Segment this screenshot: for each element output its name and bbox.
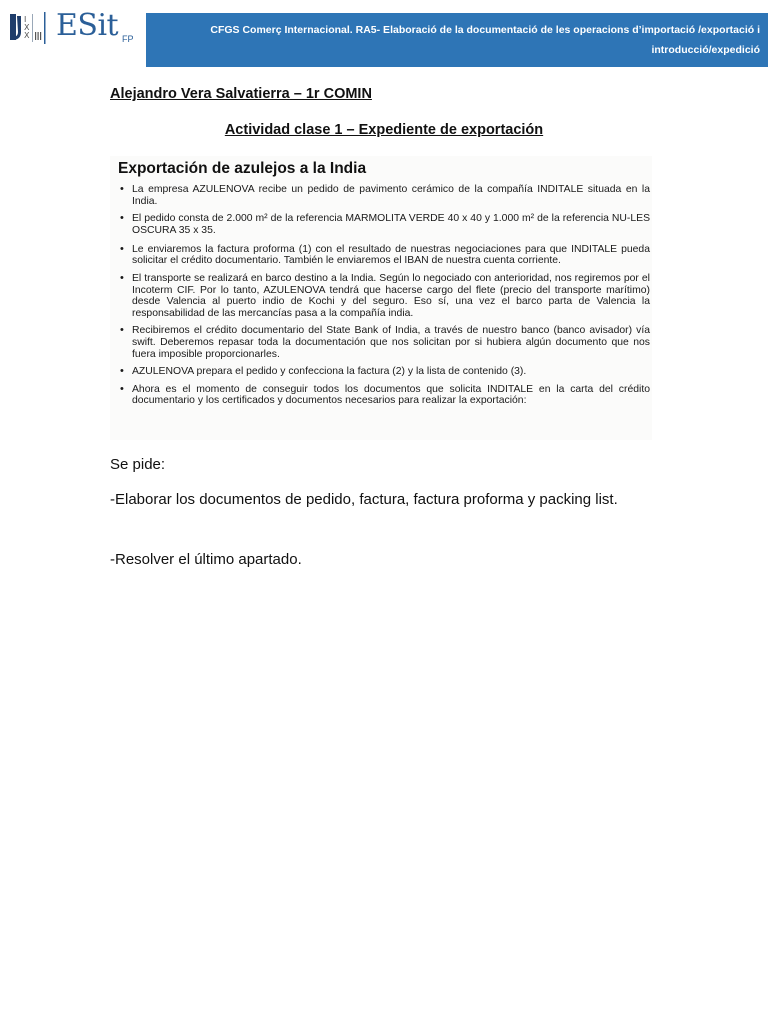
course-banner <box>146 13 768 67</box>
svg-text:X: X <box>24 31 30 40</box>
scan-bullet-list <box>116 184 650 413</box>
list-item: • La empresa AZULENOVA recibe un pedido de pavimento cerámico de la compañía INDITALE situada en la India. <box>132 184 650 208</box>
logo-wordmark: ESit <box>56 8 119 43</box>
banner-line-1: CFGS Comerç Internacional. RA5- Elaboració de la documentació de les operacions d’importació /exportació i <box>210 24 760 36</box>
task-item: -Resolver el último apartado. <box>110 551 302 568</box>
list-item: • El transporte se realizará en barco destino a la India. Según lo negociado con anterioridad, nos regiremos por el Incoterm CIF. Por lo tanto, AZULENOVA tendrá que hacerse cargo del flete (precio del transporte marítimo) desde Valencia al puerto indio de Kochi y del seguro. Eso sí, una vez el barco parta de Valencia la responsabilidad de las mercancías pasa a la compañía india. <box>132 273 650 320</box>
list-item: • El pedido consta de 2.000 m² de la referencia MARMOLITA VERDE 40 x 40 y 1.000 m² de la referencia NU-LES OSCURA 35 x 35. <box>132 213 650 237</box>
author-line: Alejandro Vera Salvatierra – 1r COMIN <box>110 86 372 102</box>
list-item: • Le enviaremos la factura proforma (1) con el resultado de nuestras negociaciones para que INDITALE pueda solicitar el crédito documentario. También le enviaremos el IBAN de nuestra cuenta corriente. <box>132 244 650 268</box>
list-item: • AZULENOVA prepara el pedido y confecciona la factura (2) y la lista de contenido (3). <box>132 366 650 378</box>
task-item: -Elaborar los documentos de pedido, factura, factura proforma y packing list. <box>110 491 618 508</box>
svg-text:X: X <box>24 23 30 32</box>
page-header <box>0 0 768 68</box>
list-item: • Recibiremos el crédito documentario del State Bank of India, a través de nuestro banco (banco avisador) vía swift. Deberemos repasar toda la documentación que nos solicitan por si hubiera algún documento que nos fuera imposible proporcionarles. <box>132 325 650 360</box>
esit-logo <box>10 8 134 46</box>
svg-text:I: I <box>24 15 27 24</box>
scanned-assignment-image <box>110 156 652 440</box>
list-item: • Ahora es el momento de conseguir todos los documentos que solicita INDITALE en la carta del crédito documentario y los certificados y documentos necesarios para realizar la exportación: <box>132 384 650 408</box>
logo-suffix: FP <box>122 34 134 44</box>
section-label: Se pide: <box>110 456 166 473</box>
document-title: Actividad clase 1 – Expediente de exportación <box>224 122 544 138</box>
university-crest-icon <box>10 12 48 44</box>
banner-line-2: introducció/expedició <box>651 44 760 56</box>
scan-heading: Exportación de azulejos a la India <box>118 160 367 177</box>
